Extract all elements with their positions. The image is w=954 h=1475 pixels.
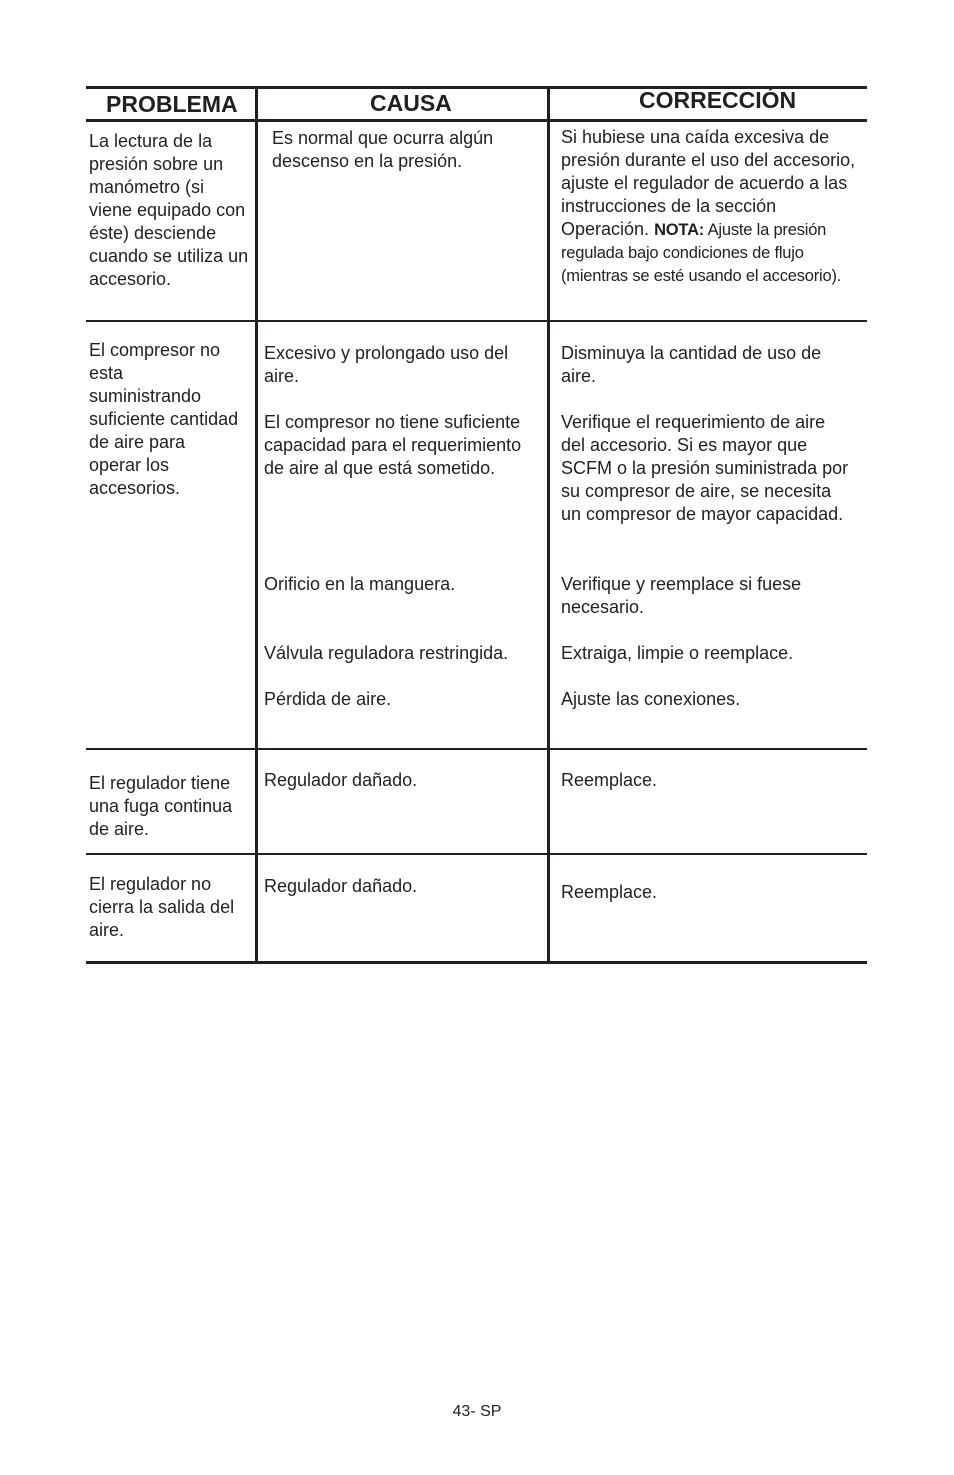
column-divider — [255, 86, 258, 964]
page-number: 43- SP — [452, 1403, 502, 1420]
header-cause: CAUSA — [370, 90, 452, 116]
row2-correction-4: Extraiga, limpie o reemplace. — [561, 643, 794, 663]
row1-cause: Es normal que ocurra algún descenso en la presión. — [272, 128, 494, 171]
row2-cause-2: El compresor no tiene suficiente capacidad para el requerimiento de aire al que está sometido. — [264, 412, 522, 478]
row2-cause-1: Excesivo y prolongado uso del aire. — [264, 343, 509, 386]
row-divider — [86, 748, 867, 750]
row2-correction-1: Disminuya la cantidad de uso de aire. — [561, 343, 822, 386]
row3-correction: Reemplace. — [561, 770, 658, 790]
row-divider — [86, 320, 867, 322]
row4-cause: Regulador dañado. — [264, 876, 418, 896]
row2-cause-3: Orificio en la manguera. — [264, 574, 456, 594]
header-correction: CORRECCIÓN — [639, 87, 797, 113]
row4-correction: Reemplace. — [561, 882, 658, 902]
row1-correction-text: Si hubiese una caída excesiva de presión durante el uso del accesorio, ajuste el regulador de acuerdo a las instrucciones de la sección Operación. — [561, 127, 856, 239]
row1-problem: La lectura de la presión sobre un manómetro (si viene equipado con éste) desciende cuando se utiliza un accesorio. — [89, 131, 249, 289]
row2-problem: El compresor no esta suministrando suficiente cantidad de aire para operar los accesorios. — [89, 340, 239, 498]
table-bottom-border — [86, 961, 867, 964]
header-problem: PROBLEMA — [106, 91, 238, 117]
row-divider — [86, 853, 867, 855]
row3-problem: El regulador tiene una fuga continua de aire. — [89, 773, 233, 839]
row2-cause-5: Pérdida de aire. — [264, 689, 392, 709]
column-divider — [547, 86, 550, 964]
header-bottom-border — [86, 119, 867, 122]
row4-problem: El regulador no cierra la salida del aire. — [89, 874, 235, 940]
row3-cause: Regulador dañado. — [264, 770, 418, 790]
row2-correction-5: Ajuste las conexiones. — [561, 689, 741, 709]
note-label: NOTA: — [654, 221, 705, 239]
note-text: Ajuste la presión regulada bajo condiciones de flujo (mientras se esté usando el accesorio). — [561, 221, 842, 285]
row2-correction-3: Verifique y reemplace si fuese necesario. — [561, 574, 802, 617]
row2-correction-2: Verifique el requerimiento de aire del accesorio. Si es mayor que SCFM o la presión suministrada por su compresor de aire, se necesita un compresor de mayor capacidad. — [561, 412, 849, 524]
row1-correction — [561, 126, 861, 287]
row2-cause-4: Válvula reguladora restringida. — [264, 643, 509, 663]
